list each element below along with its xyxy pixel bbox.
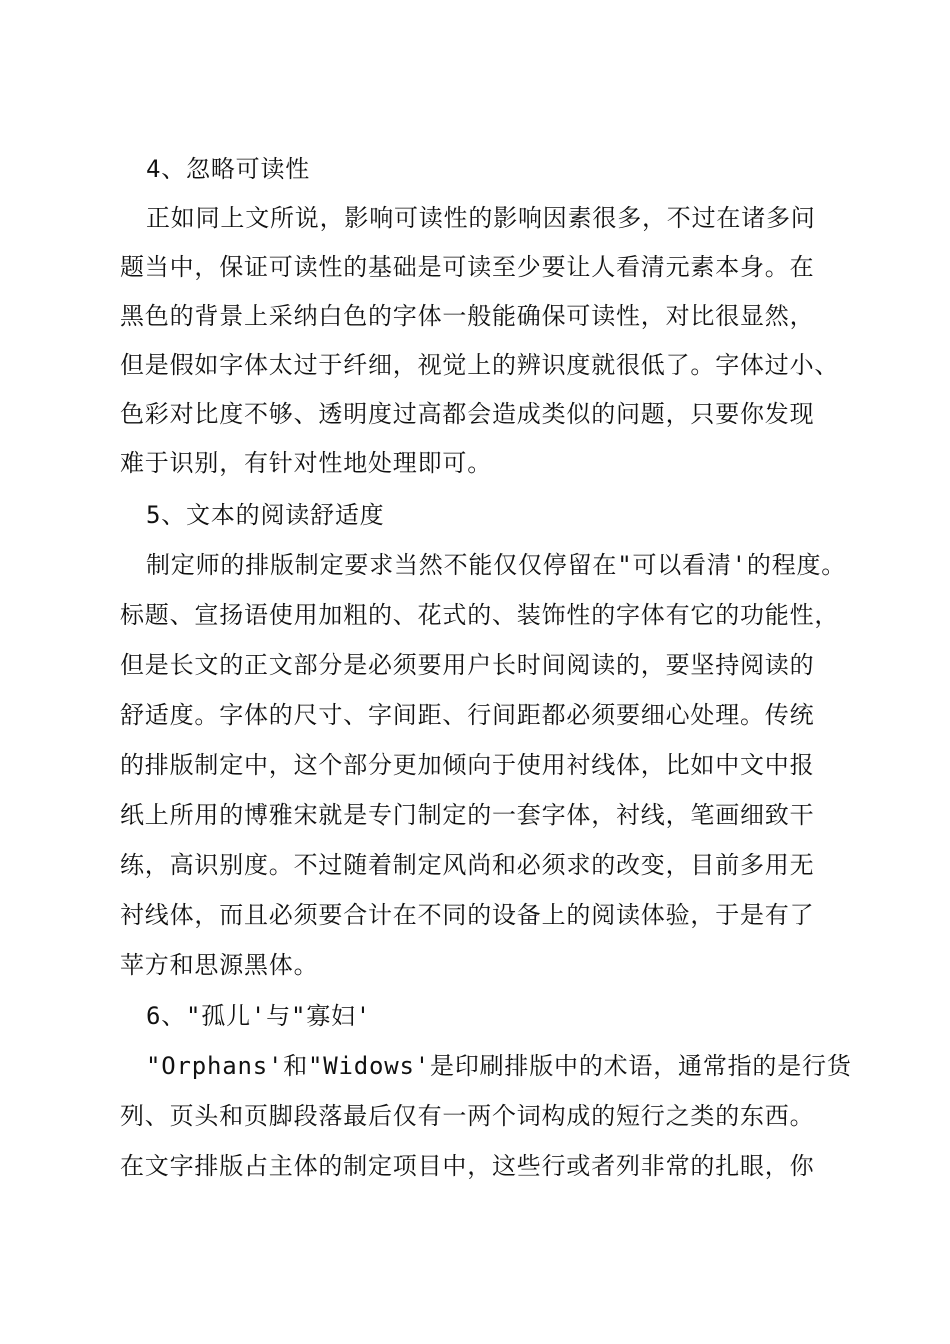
section-5-line-6: 纸上所用的博雅宋就是专门制定的一套字体，衬线，笔画细致干 [120,801,815,829]
section-5-line-5: 的排版制定中，这个部分更加倾向于使用衬线体，比如中文中报 [120,751,815,779]
section-5-line-2: 标题、宣扬语使用加粗的、花式的、装饰性的字体有它的功能性， [120,601,840,629]
section-4-line-3: 黑色的背景上采纳白色的字体一般能确保可读性，对比很显然， [120,302,815,330]
section-5-line-3: 但是长文的正文部分是必须要用户长时间阅读的，要坚持阅读的 [120,651,815,679]
section-6-heading: 6、"孤儿'与"寡妇' [146,1002,372,1030]
section-6-line-1: "Orphans'和"Widows'是印刷排版中的术语，通常指的是行货 [146,1052,852,1080]
section-5-line-1: 制定师的排版制定要求当然不能仅仅停留在"可以看清'的程度。 [146,551,847,579]
section-4-line-6: 难于识别，有针对性地处理即可。 [120,449,492,477]
section-6-line-2: 列、页头和页脚段落最后仅有一两个词构成的短行之类的东西。 [120,1102,815,1130]
section-4-line-5: 色彩对比度不够、透明度过高都会造成类似的问题，只要你发现 [120,400,815,428]
section-5-line-9: 苹方和思源黑体。 [120,951,319,979]
section-4-line-1: 正如同上文所说，影响可读性的影响因素很多，不过在诸多问 [146,204,816,232]
section-5-line-7: 练，高识别度。不过随着制定风尚和必须求的改变，目前多用无 [120,851,815,879]
section-5-line-4: 舒适度。字体的尺寸、字间距、行间距都必须要细心处理。传统 [120,701,815,729]
section-4-line-2: 题当中，保证可读性的基础是可读至少要让人看清元素本身。在 [120,253,815,281]
section-5-line-8: 衬线体，而且必须要合计在不同的设备上的阅读体验，于是有了 [120,901,815,929]
section-4-line-4: 但是假如字体太过于纤细，视觉上的辨识度就很低了。字体过小、 [120,351,840,379]
section-6-line-3: 在文字排版占主体的制定项目中，这些行或者列非常的扎眼，你 [120,1152,815,1180]
section-4-heading: 4、忽略可读性 [146,155,311,183]
section-5-heading: 5、文本的阅读舒适度 [146,501,385,529]
